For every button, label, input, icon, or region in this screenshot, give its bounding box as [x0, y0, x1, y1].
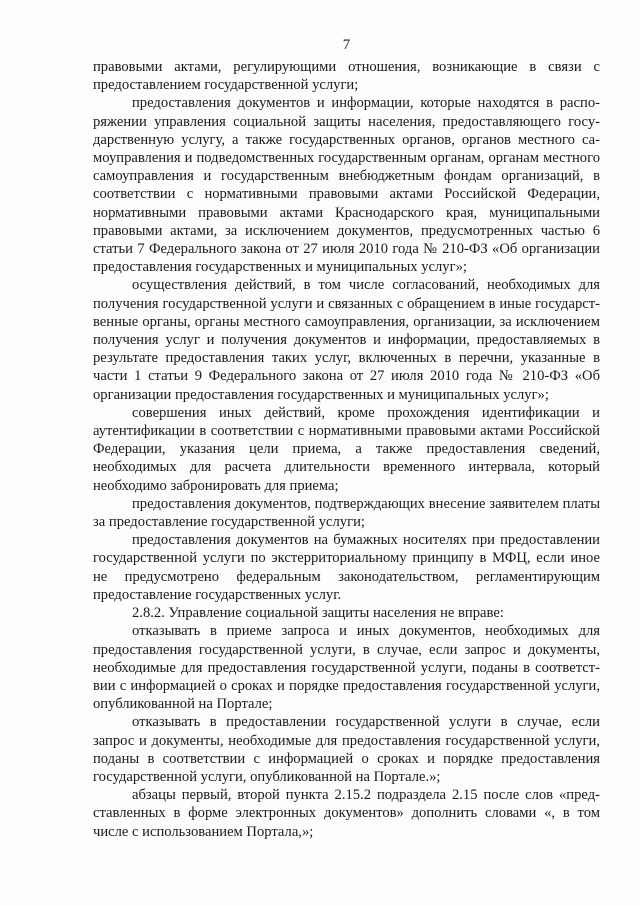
paragraph-7: 2.8.2. Управление социальной защиты населения не вправе: — [132, 605, 504, 622]
paragraph-6: предоставления документов на бумажных носителях при предоставлении государственной услуги по экстерриториальному принципу в МФЦ, если иное не предусмотрено федеральным законодательством, регламентирующим предоставление государственных услуг. — [93, 532, 600, 603]
paragraph-4: совершения иных действий, кроме прохождения идентификации и аутентификации в соответствии с нормативными правовыми актами Российской Федерации, указания цели приема, а также предоставления сведений, необходимых для расчета длительности временного интервала, который необходимо забронировать для приема; — [93, 404, 600, 494]
paragraph-8: отказывать в приеме запроса и иных документов, необходимых для предоставления государственной услуги, в случае, если запрос и документы, необходимые для предоставления государственной услуги, поданы в соответствии с информацией о сроках и порядке предоставления государственной услуги, опубликованной на Портале; — [93, 623, 600, 713]
document-body — [93, 58, 600, 841]
paragraph-2: предоставления документов и информации, которые находятся в распоряжении управления социальной защиты населения, предоставляющего государственную услугу, а также государственных органов, органов местного самоуправления и подведомственных государственным органам, органам местного самоуправления и государственным внебюджетным фондам организаций, в соответствии с нормативными правовыми актами Российской Федерации, нормативными правовыми актами Краснодарского края, муниципальными правовыми актами, за исключением документов, предусмотренных частью 6 статьи 7 Федерального закона от 27 июля 2010 года № 210-ФЗ «Об организации предоставления государственных и муниципальных услуг»; — [93, 95, 600, 276]
paragraph-1: правовыми актами, регулирующими отношения, возникающие в связи с предоставлением государственной услуги; — [93, 59, 600, 94]
paragraph-3: осуществления действий, в том числе согласований, необходимых для получения государственной услуги и связанных с обращением в иные государственные органы, органы местного самоуправления, организации, за исключением получения услуг и получения документов и информации, предоставляемых в результате предоставления таких услуг, включенных в перечни, указанные в части 1 статьи 9 Федерального закона от 27 июля 2010 года № 210-ФЗ «Об организации предоставления государственных и муниципальных услуг»; — [93, 277, 600, 403]
paragraph-10: абзацы первый, второй пункта 2.15.2 подраздела 2.15 после слов «представленных в форме электронных документов» дополнить словами «, в том числе с использованием Портала,»; — [93, 787, 600, 840]
paragraph-9: отказывать в предоставлении государственной услуги в случае, если запрос и документы, необходимые для предоставления государственной услуги, поданы в соответствии с информацией о сроках и порядке предоставления государственной услуги, опубликованной на Портале.»; — [93, 714, 600, 785]
page-number: 7 — [342, 37, 351, 53]
paragraph-5: предоставления документов, подтверждающих внесение заявителем платы за предоставление государственной услуги; — [93, 495, 600, 531]
